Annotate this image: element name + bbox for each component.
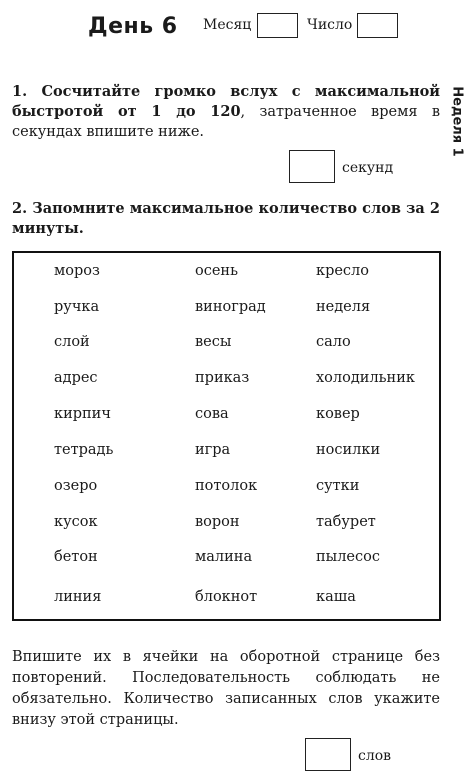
word-cell: игра — [195, 442, 231, 458]
word-row — [14, 334, 439, 356]
word-cell: каша — [316, 589, 356, 605]
word-cell: табурет — [316, 514, 376, 530]
week-side-tab-label: Неделя 1 — [449, 85, 465, 157]
word-row — [14, 442, 439, 464]
task-1-bold: 1. Сосчитайте громко вслух с максимальной быстротой от 1 до 120 — [12, 83, 440, 120]
word-cell: озеро — [54, 478, 98, 494]
word-cell: холодильник — [316, 370, 415, 386]
words-count-input-box[interactable] — [305, 738, 351, 771]
word-cell: ковер — [316, 406, 360, 422]
word-row — [14, 299, 439, 321]
word-cell: ворон — [195, 514, 240, 530]
month-input-box[interactable] — [257, 13, 298, 38]
word-row — [14, 406, 439, 428]
word-row — [14, 478, 439, 500]
word-cell: линия — [54, 589, 102, 605]
page-title: День 6 — [88, 14, 178, 39]
word-cell: слой — [54, 334, 90, 350]
word-row — [14, 589, 439, 611]
word-cell: кусок — [54, 514, 98, 530]
month-label: Месяц — [203, 17, 252, 33]
word-row — [14, 549, 439, 571]
word-row — [14, 263, 439, 285]
word-cell: неделя — [316, 299, 371, 315]
day-input-box[interactable] — [357, 13, 398, 38]
task-2-text: 2. Запомните максимальное количество слов за 2 минуты. — [12, 200, 440, 237]
word-cell: пылесос — [316, 549, 380, 565]
word-cell: тетрадь — [54, 442, 114, 458]
word-cell: виноград — [195, 299, 266, 315]
footer-instructions: Впишите их в ячейки на оборотной странице без повторений. Последовательность соблюдать не обязательно. Количество записанных слов укажите внизу этой страницы. — [12, 649, 440, 728]
word-cell: носилки — [316, 442, 381, 458]
task-2 — [12, 199, 440, 239]
word-cell: мороз — [54, 263, 100, 279]
week-side-tab — [446, 82, 468, 160]
word-cell: адрес — [54, 370, 98, 386]
word-cell: сало — [316, 334, 351, 350]
word-cell: кресло — [316, 263, 369, 279]
word-row — [14, 514, 439, 536]
seconds-input-box[interactable] — [289, 150, 335, 183]
seconds-label: секунд — [342, 160, 394, 176]
words-label: слов — [358, 748, 392, 764]
task-1-rest: , затраченное время в секундах впишите ниже. — [12, 104, 440, 140]
word-cell: сутки — [316, 478, 360, 494]
word-cell: осень — [195, 263, 238, 279]
word-cell: потолок — [195, 478, 258, 494]
word-cell: ручка — [54, 299, 100, 315]
word-cell: бетон — [54, 549, 98, 565]
word-cell: весы — [195, 334, 232, 350]
day-label: Число — [307, 17, 353, 33]
word-table — [12, 251, 441, 621]
word-cell: приказ — [195, 370, 250, 386]
word-cell: кирпич — [54, 406, 111, 422]
word-row — [14, 370, 439, 392]
word-cell: сова — [195, 406, 229, 422]
word-cell: блокнот — [195, 589, 258, 605]
word-cell: малина — [195, 549, 253, 565]
task-1 — [12, 82, 440, 142]
